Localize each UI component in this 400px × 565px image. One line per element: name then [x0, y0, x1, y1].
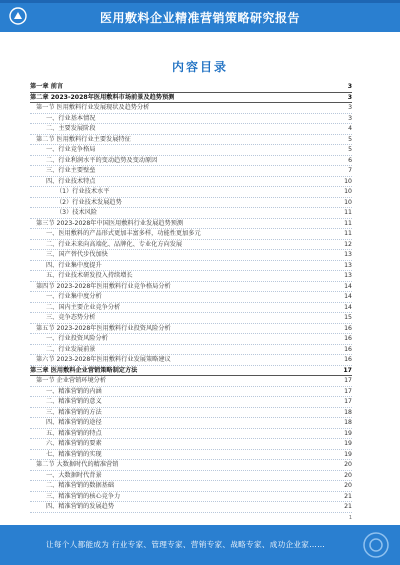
toc-entry-title: 三、国产替代步伐加快: [46, 251, 108, 258]
toc-entry-page: 17: [343, 366, 352, 374]
toc-entry[interactable]: [30, 208, 352, 219]
toc-entry[interactable]: [30, 460, 352, 471]
toc-entry-page: 17: [344, 377, 352, 384]
toc-entry-title: 第六节 2023-2028年医用敷料行业发展策略建议: [36, 356, 171, 363]
toc-entry[interactable]: [30, 408, 352, 419]
toc-entry-page: 14: [344, 293, 352, 300]
toc-entry-page: 3: [348, 114, 352, 122]
toc-entry[interactable]: [30, 187, 352, 198]
toc-entry[interactable]: [30, 303, 352, 314]
report-title: 医用敷料企业精准营销策略研究报告: [99, 11, 300, 25]
toc-entry[interactable]: [30, 397, 352, 408]
toc-entry-page: 20: [344, 461, 352, 468]
toc-entry-page: 10: [344, 177, 352, 185]
toc-entry-title: 第二章 2023-2028年医用敷料市场前景及趋势预测: [30, 93, 175, 101]
toc-entry-title: 三、行业主要壁垒: [46, 167, 96, 174]
toc-entry-page: 16: [344, 335, 352, 342]
toc-entry[interactable]: [30, 261, 352, 272]
toc-entry-title: 第四节 2023-2028年医用敷料行业竞争格局分析: [36, 282, 171, 290]
toc-entry[interactable]: [30, 145, 352, 156]
toc-entry-title: 第二节 大数据时代的精准营销: [36, 461, 119, 468]
toc-entry-title: 第三章 医用敷料企业营销策略制定方法: [30, 366, 138, 374]
toc-entry-title: 第五节 2023-2028年医用敷料行业投资风险分析: [36, 324, 171, 332]
toc-entry-title: 四、行业集中度提升: [46, 261, 102, 269]
toc-entry-page: 3: [347, 93, 352, 101]
toc-entry[interactable]: [30, 313, 352, 324]
toc-entry[interactable]: [30, 219, 352, 230]
toc-entry-title: 三、竞争态势分析: [46, 314, 96, 321]
toc-entry-title: 二、行业发展前景: [46, 345, 96, 353]
toc-entry[interactable]: [30, 135, 352, 146]
toc-entry-page: 16: [344, 345, 352, 353]
toc-entry-page: 13: [344, 261, 352, 269]
toc-entry-title: 二、精准营销的意义: [46, 398, 102, 405]
toc-entry[interactable]: [30, 439, 352, 450]
toc-entry-page: 11: [344, 230, 352, 237]
toc-entry-page: 20: [344, 482, 352, 489]
toc-entry-title: 一、大数据时代背景: [46, 471, 102, 479]
toc-entry[interactable]: [30, 355, 352, 366]
toc-entry-page: 10: [344, 188, 352, 195]
toc-entry-page: 21: [344, 492, 352, 500]
toc-entry-title: 四、行业技术特点: [46, 177, 96, 185]
toc-entry-page: 18: [344, 408, 352, 416]
toc-entry[interactable]: [30, 502, 352, 513]
toc-entry-title: 六、精准营销的要素: [46, 440, 102, 447]
toc-entry-title: 第一章 前言: [30, 83, 64, 90]
toc-entry-page: 18: [344, 419, 352, 426]
toc-entry-page: 21: [344, 503, 352, 510]
toc-entry-title: 二、精准营销的数据基础: [46, 482, 115, 489]
toc-entry-title: 七、精准营销的实现: [46, 450, 102, 458]
toc-entry-title: 四、精准营销的途径: [46, 419, 102, 426]
toc-entry-page: 20: [344, 471, 352, 479]
toc-entry-page: 14: [344, 303, 352, 311]
toc-entry[interactable]: [30, 334, 352, 345]
toc-entry[interactable]: [30, 376, 352, 387]
header-banner: [0, 0, 400, 32]
toc-entry-title: 一、医用敷料的产品形式更加丰富多样，功能性更加多元: [46, 230, 201, 237]
toc-entry-page: 15: [344, 314, 352, 321]
toc-entry[interactable]: [30, 471, 352, 482]
header-stripe: [0, 0, 400, 3]
toc-entry-page: 7: [348, 167, 352, 174]
toc-entry-page: 11: [344, 209, 352, 216]
toc-entry[interactable]: [30, 156, 352, 167]
toc-entry-title: 第一节 医用敷料行业发展现状及趋势分析: [36, 104, 150, 111]
toc-entry[interactable]: [30, 282, 352, 293]
toc-entry-title: 三、精准营销的核心竞争力: [46, 492, 121, 500]
toc-entry-title: 三、精准营销的方法: [46, 408, 102, 416]
toc-entry-page: 19: [344, 440, 352, 447]
toc-entry-title: 一、行业基本情况: [46, 114, 96, 122]
toc-entry-title: 二、主要发展阶段: [46, 125, 96, 132]
toc-entry[interactable]: [30, 366, 352, 377]
toc-entry[interactable]: [30, 450, 352, 461]
toc-entry-page: 19: [344, 450, 352, 458]
toc-entry-page: 16: [344, 356, 352, 363]
toc-entry-page: 3: [347, 83, 352, 90]
toc-entry[interactable]: [30, 418, 352, 429]
toc-entry-page: 13: [344, 272, 352, 279]
page-number: 1: [348, 515, 352, 521]
toc-entry-page: 11: [344, 219, 352, 227]
toc-entry-title: 二、行业未来向高端化、品牌化、专业化方向发展: [46, 240, 183, 248]
toc-entry-page: 17: [344, 398, 352, 405]
toc-entry-title: 五、行业技术研发投入持续增长: [46, 272, 133, 279]
toc-entry-page: 5: [348, 146, 352, 153]
toc-entry-title: 一、行业集中度分析: [46, 293, 102, 300]
toc-entry-title: 一、精准营销的内涵: [46, 387, 102, 395]
toc-heading: 内容目录: [171, 60, 228, 74]
toc-entry[interactable]: [30, 198, 352, 209]
toc-entry-page: 12: [344, 240, 352, 248]
toc-entry[interactable]: [30, 114, 352, 125]
toc-entry-title: （2）行业技术发展趋势: [56, 198, 122, 206]
toc-entry[interactable]: [30, 177, 352, 188]
toc-entry-title: 第一节 企业营销环境分析: [36, 377, 107, 384]
toc-entry-title: 四、精准营销的发展趋势: [46, 503, 115, 510]
footer-slogan: 让每个人都能成为 行业专家、管理专家、营销专家、战略专家、成功企业家……: [46, 540, 325, 549]
toc-entry-title: （1）行业技术水平: [56, 188, 110, 195]
toc-entry-page: 3: [348, 104, 352, 111]
toc-entry-title: 第二节 医用敷料行业主要发展特征: [36, 135, 131, 143]
toc-entry-page: 16: [344, 324, 352, 332]
toc-entry-title: 第三节 2023-2028年中国医用敷料行业发展趋势预测: [36, 219, 184, 227]
toc-entry[interactable]: [30, 82, 352, 93]
toc-entry-title: 一、行业投资风险分析: [46, 335, 108, 342]
toc-entry-page: 17: [344, 387, 352, 395]
toc-entry[interactable]: [30, 492, 352, 503]
table-of-contents: [30, 82, 352, 513]
toc-entry[interactable]: [30, 240, 352, 251]
toc-entry-page: 14: [344, 282, 352, 290]
toc-entry-page: 5: [348, 135, 352, 143]
toc-entry[interactable]: [30, 387, 352, 398]
toc-entry[interactable]: [30, 429, 352, 440]
toc-entry[interactable]: [30, 103, 352, 114]
toc-entry[interactable]: [30, 166, 352, 177]
toc-entry-title: 二、国内主要企业竞争分析: [46, 303, 121, 311]
toc-entry[interactable]: [30, 250, 352, 261]
toc-entry[interactable]: [30, 271, 352, 282]
toc-entry-title: 一、行业竞争格局: [46, 146, 96, 153]
toc-entry[interactable]: [30, 292, 352, 303]
toc-entry[interactable]: [30, 324, 352, 335]
toc-entry-page: 10: [344, 198, 352, 206]
toc-entry-page: 19: [344, 429, 352, 437]
toc-entry-page: 4: [348, 125, 352, 132]
toc-entry-title: （3）技术风险: [56, 209, 98, 216]
footer-banner: [0, 525, 400, 565]
toc-entry[interactable]: [30, 481, 352, 492]
toc-entry[interactable]: [30, 345, 352, 356]
footer-decoration-icon: [362, 531, 390, 559]
toc-entry-title: 二、行业利润水平的变动趋势及变动原因: [46, 156, 158, 164]
toc-entry[interactable]: [30, 229, 352, 240]
toc-entry[interactable]: [30, 93, 352, 104]
toc-entry[interactable]: [30, 124, 352, 135]
toc-entry-title: 五、精准营销的特点: [46, 429, 102, 437]
toc-entry-page: 13: [344, 251, 352, 258]
toc-entry-page: 6: [348, 156, 352, 164]
